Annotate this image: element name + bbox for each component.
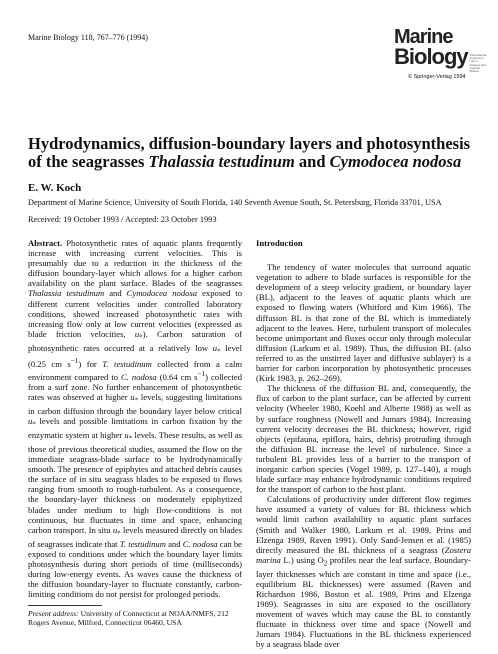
received-accepted-dates: Received: 19 October 1993 / Accepted: 23 October 1993 — [28, 215, 217, 224]
footnote-rule — [28, 605, 102, 606]
introduction-heading: Introduction — [256, 238, 303, 248]
abstract-column — [28, 238, 242, 599]
introduction-paragraph-1: The tendency of water molecules that surround aquatic vegetation to adhere to blade surfaces is responsible for the development of a steep velocity gradient, or boundary layer (BL), adjacent to the leaves of aquatic plants which are exposed to flowing waters (Whitford and Kim 1966). The diffusion BL is that zone of the BL which is immediately adjacent to the leaves. Here, turbulent transport of molecules become unimportant and fluxes occur only through molecular diffusion (Larkum et al. 1989). Thus, the diffusion BL (also referred to as the unstirred layer and diffusive sublayer) is a barrier for carbon incorporation by photosynthetic processes (Kirk 1983, p. 262–269). — [256, 262, 471, 384]
abstract-paragraph: Abstract. Photosynthetic rates of aquatic plants frequently increase with increasing current velocities. This is presumably due to a reduction in the thickness of the diffusion boundary-layer which allows for a higher carbon availability on the plant surface. Blades of the seagrasses Thalassia testudinum and Cymodocea nodosa exposed to different current velocities under controlled laboratory conditions, showed increased photosynthetic rates with increasing flow only at low current velocities (expressed as blade friction velocities, $u_*$). Carbon saturation of photosynthetic rates occurred at a relatively low $u_*$ level (0.25 cm $s^{-1}$) for T. testudinum collected from a calm environment compared to C. nodosa (0.64 cm $s^{-1}$) collected from a surf zone. No further enhancement of photosynthetic rates was observed at higher $u_*$ levels, suggesting limitations in carbon diffusion through the boundary layer below critical $u_*$ levels and possible limitations in carbon fixation by the enzymatic system at higher $u_*$ levels. These results, as well as those of previous theoretical studies, assumed the flow on the immediate seagrass-blade surface to be hydrodynamically smooth. The presence of epiphytes and attached debris causes the surface of in situ seagrass blades to be exposed to flows ranging from smooth to rough-turbulent. As a consequence, the boundary-layer thickness on moderately epiphytized blades under medium to high flow-conditions is not continuous, but fluctuates in time and space, enhancing carbon transport. In situ $u_*$ levels measured directly on blades of seagrasses indicate that T. testudinum and C. nodosa can be exposed to conditions under which the boundary layer limits photosynthesis during short periods of time (milliseconds) during low-energy events. As waves cause the thickness of the diffusion boundary-layer to fluctuate constantly, carbon-limiting conditions do not persist for prolonged periods. — [28, 238, 243, 600]
article-title: Hydrodynamics, diffusion-boundary layers and photosynthesis of the seagrasses Thalassia testudinum and Cymodocea nodosa — [28, 134, 471, 171]
journal-citation: Marine Biology 118, 767–776 (1994) — [28, 33, 148, 42]
journal-logo — [394, 26, 487, 81]
logo-line-biology: Biology — [394, 44, 468, 69]
author-name: E. W. Koch — [28, 182, 82, 194]
introduction-column — [256, 238, 471, 649]
logo-fine-print: International Journal on Life in Oceans and Coastal Waters — [469, 53, 487, 74]
author-affiliation: Department of Marine Science, University of South Florida, 140 Seventh Avenue South, St. Petersburg, Florida 33701, USA — [28, 198, 442, 207]
logo-line-marine: Marine — [394, 26, 453, 48]
footnote-label: Present address: — [28, 609, 79, 618]
introduction-paragraph-2: The thickness of the diffusion BL and, consequently, the flux of carbon to the plant surface, can be affected by current velocity (Wheeler 1980, Koehl and Alberte 1988) as well as by surface roughness (Nowell and Jumars 1984). Increasing current velocity decreases the BL thickness; however, rigid objects (epifauna, epiflora, hairs, debris) protruding through the diffusion BL increase the level of turbulence. Since a turbulent BL provides less of a barrier to the transport of inorganic carbon species (Vogel 1989, p. 127–140), a rough blade surface may enhance hydrodynamic conditions required for the transport of carbon to the host plant. — [256, 383, 471, 495]
footnote — [28, 609, 242, 627]
abstract-heading: Abstract. — [28, 238, 63, 248]
footnote-text: University of Connecticut at NOAA/NMFS, 212 Rogers Avenue, Milford, Connecticut 06460, USA — [28, 609, 229, 627]
publisher-copyright: © Springer-Verlag 1994 — [408, 74, 466, 81]
introduction-paragraph-3: Calculations of productivity under different flow regimes have assumed a variety of values for BL thickness which would limit carbon availability to aquatic plant surfaces (Smith and Walker 1980, Larkum et al. 1989, Prins and Elzenga 1989, Raven 1991). Only Sand-Jensen et al. (1985) directly measured the BL thickness of a seagrass (Zostera marina L.) using $O_2$ profiles near the leaf surface. Boundary-layer thicknesses which are constant in time and space (i.e., equilibrium BL thicknesses) were assumed (Raven and Richardson 1986, Boston et al. 1989, Prins and Elzenga 1989). Seagrasses in situ are exposed to the oscillatory movement of waves which may cause the BL to constantly fluctuate in thickness over time and space (Nowell and Jumars 1984). Fluctuations in the BL thickness experienced by a seagrass blade over — [256, 494, 471, 650]
